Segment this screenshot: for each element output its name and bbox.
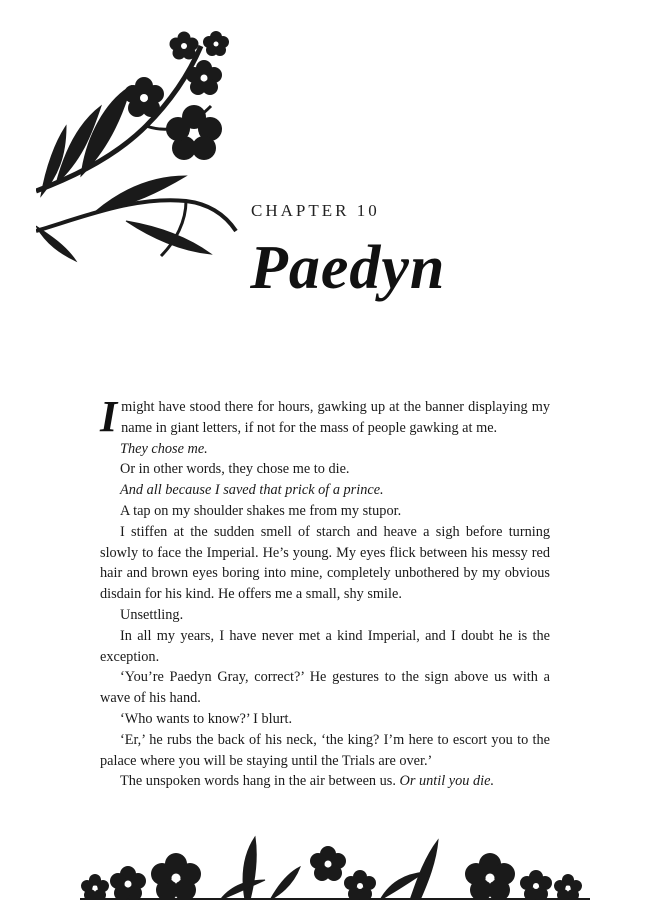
flower-branch-ornament xyxy=(36,26,246,266)
paragraph: I might have stood there for hours, gawking up at the banner displaying my name in giant letters, if not for the mass of people gawking at me. xyxy=(100,392,550,441)
paragraph: And all because I saved that prick of a prince. xyxy=(120,482,384,499)
chapter-label: CHAPTER 10 xyxy=(251,201,380,220)
paragraph: ‘Er,’ he rubs the back of his neck, ‘the king? I’m here to escort you to the palace where you will be staying until the Trials are over.’ xyxy=(100,731,550,769)
dropcap: I xyxy=(100,392,118,441)
paragraph: In all my years, I have never met a kind Imperial, and I doubt he is the exception. xyxy=(100,627,550,665)
paragraph: They chose me. xyxy=(120,440,208,457)
chapter-body xyxy=(100,392,550,792)
paragraph: Or in other words, they chose me to die. xyxy=(120,461,350,478)
paragraph: I stiffen at the sudden smell of starch and heave a sigh before turning slowly to face the Imperial. He’s young. My eyes flick between his messy red hair and brown eyes boring into mine, completely unbothered by my obvious disdain for his kind. He offers me a small, shy smile. xyxy=(100,523,550,603)
chapter-title: Paedyn xyxy=(250,234,446,302)
paragraph: ‘Who wants to know?’ I blurt. xyxy=(120,710,293,727)
paragraph: ‘You’re Paedyn Gray, correct?’ He gestures to the sign above us with a wave of his hand. xyxy=(100,669,550,707)
paragraph: Unsettling. xyxy=(120,606,184,623)
paragraph: The unspoken words hang in the air between us. Or until you die. xyxy=(120,773,495,790)
flower-border-ornament xyxy=(80,832,590,900)
paragraph: A tap on my shoulder shakes me from my stupor. xyxy=(120,502,402,519)
